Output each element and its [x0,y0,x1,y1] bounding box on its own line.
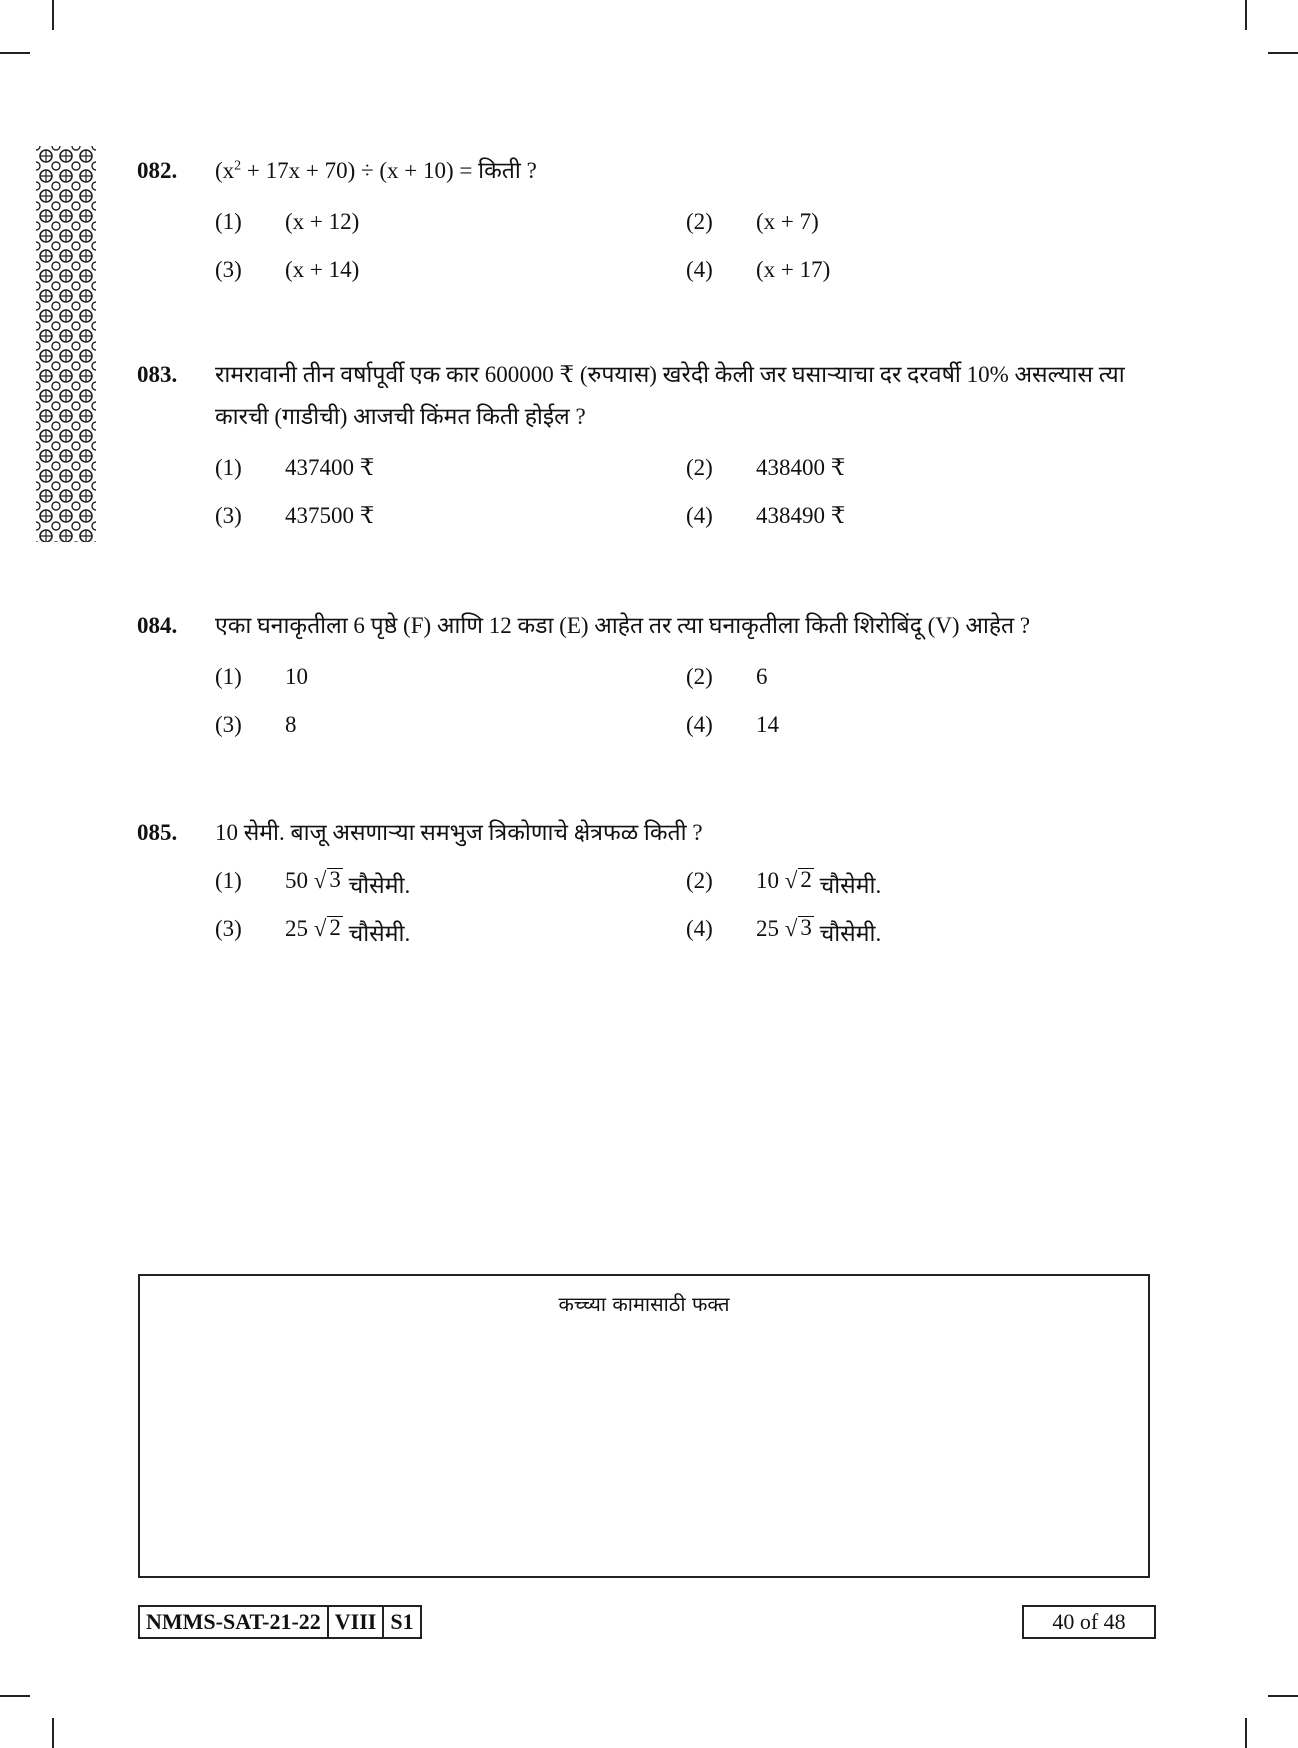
option[interactable]: (4) 14 [686,712,779,737]
option[interactable]: (2) 438400 ₹ [686,455,846,480]
sqrt-symbol: √ [313,868,327,893]
crop-mark [1245,1718,1247,1748]
crop-mark [0,1695,30,1697]
question-number: 083. [137,362,178,387]
crop-mark [52,1718,54,1748]
option[interactable]: (4) 438490 ₹ [686,503,846,528]
page-number: 40 of 48 [1022,1605,1156,1639]
ornament-border [36,146,96,542]
question-084 [137,605,1157,749]
question-number: 085. [137,820,178,845]
crop-mark [52,0,54,30]
question-number: 084. [137,613,178,638]
question-text: $(x^2 + 17x + 70) \div (x + 10)$ = किती ? [215,158,537,183]
option[interactable]: (1) 437400 ₹ [215,455,375,480]
option[interactable]: (1) 50 √ 3 चौसेमी. [215,867,411,898]
option[interactable]: (3) (x + 14) [215,257,360,282]
option[interactable]: (1) 10 [215,664,308,689]
crop-mark [1268,1695,1298,1697]
option[interactable]: (4) (x + 17) [686,257,831,282]
question-text: रामरावानी तीन वर्षापूर्वी एक कार 600000 ₹ (रुपयास) खरेदी केली जर घसाऱ्याचा दर दरवर्षी 10% असल्यास त्या कारची (गाडीची) आजची किंमत किती होईल ? [215,362,1125,429]
option[interactable]: (4) 25 √ 3 चौसेमी. [686,915,882,946]
rough-work-title: कच्च्या कामासाठी फक्त [558,1292,730,1316]
option[interactable]: (3) 25 √ 2 चौसेमी. [215,915,411,946]
question-number: 082. [137,158,178,183]
set-label: S1 [382,1607,419,1637]
question-085 [137,812,1157,956]
question-083 [137,354,1157,540]
sqrt-symbol: √ [784,916,798,941]
option[interactable]: (1) (x + 12) [215,209,360,234]
question-text: एका घनाकृतीला 6 पृष्ठे (F) आणि 12 कडा (E) आहेत तर त्या घनाकृतीला किती शिरोबिंदू (V) आहेत ? [215,613,1031,638]
rough-work-box [138,1274,1150,1578]
sqrt-symbol: √ [313,916,327,941]
option[interactable]: (2) 10 √ 2 चौसेमी. [686,867,882,898]
question-text: 10 सेमी. बाजू असणाऱ्या समभुज त्रिकोणाचे क्षेत्रफळ किती ? [215,820,703,845]
crop-mark [1245,0,1247,30]
crop-mark [0,52,30,54]
footer-code-box [138,1605,422,1639]
class-label: VIII [327,1607,383,1637]
option[interactable]: (3) 437500 ₹ [215,503,375,528]
option[interactable]: (3) 8 [215,712,297,737]
sqrt-symbol: √ [784,868,798,893]
exam-code: NMMS-SAT-21-22 [146,1609,321,1634]
crop-mark [1268,52,1298,54]
option[interactable]: (2) 6 [686,664,768,689]
option[interactable]: (2) (x + 7) [686,209,819,234]
question-082 [137,150,1157,294]
